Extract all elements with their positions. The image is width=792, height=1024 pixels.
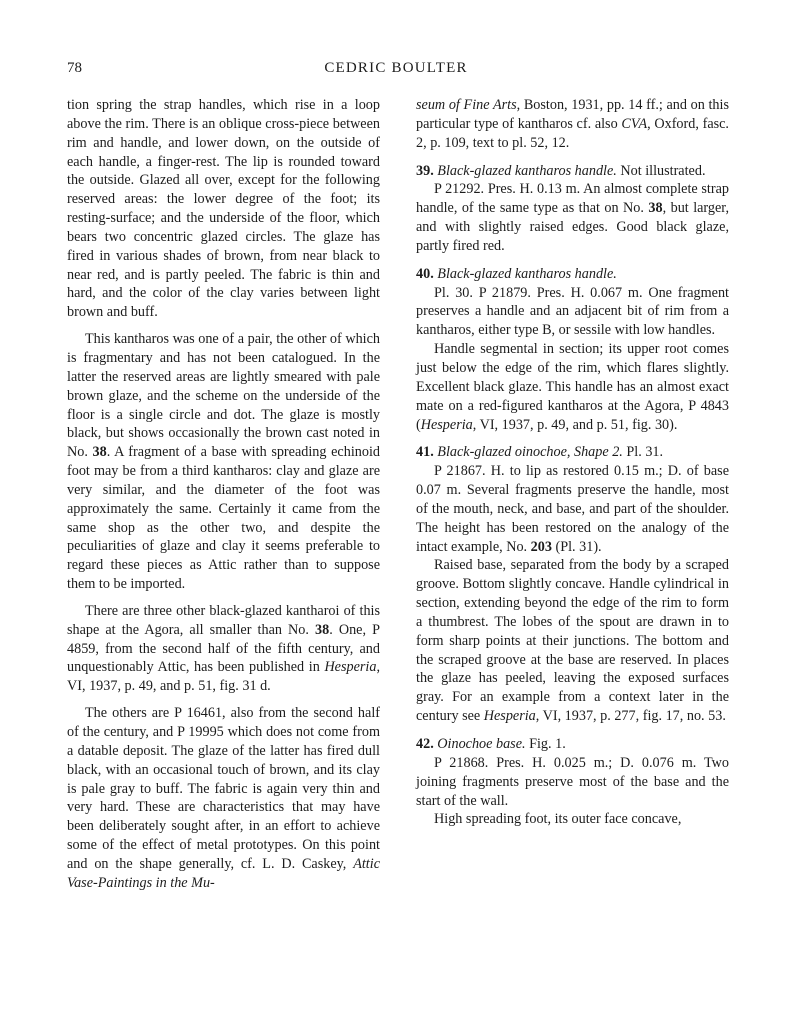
journal-title: Hesperia xyxy=(483,708,536,725)
catalogue-entry-39-heading: 39. Black-glazed kantharos handle. Not illustrated. xyxy=(416,162,706,179)
catalogue-ref: 38 xyxy=(648,200,663,217)
cva-abbrev: CVA xyxy=(621,115,648,132)
paragraph: Pl. 30. P 21879. Pres. H. 0.067 m. One fragment preserves a handle and an adjacent bit of rim from a kantharos, either type B, or sessile with low handles. xyxy=(416,284,729,339)
book-title: seum of Fine Arts xyxy=(416,97,517,113)
paragraph: P 21292. Pres. H. 0.13 m. An almost complete strap handle, of the same type as that on No. 38, but larger, and with slightly raised edges. Good black glaze, partly fired red. xyxy=(416,181,729,254)
right-column xyxy=(416,96,729,829)
book-title: Attic Vase-Paintings in the Mu- xyxy=(67,855,380,891)
catalogue-entry-41-heading: 41. Black-glazed oinochoe, Shape 2. Pl. 31. xyxy=(416,444,664,461)
catalogue-ref: 38 xyxy=(92,444,107,461)
page-header xyxy=(0,60,792,82)
paragraph: P 21867. H. to lip as restored 0.15 m.; D. of base 0.07 m. Several fragments preserve the handle, most of the mouth, neck, and base, and part of the shoulder. The height has been restored on the analogy of the intact example, No. 203 (Pl. 31). xyxy=(416,463,729,555)
paragraph: This kantharos was one of a pair, the other of which is fragmentary and has not been catalogued. In the latter the reserved areas are lightly smeared with pale brown glaze, and the scheme on the underside of the floor is a single circle and dot. The glaze is mostly black, but shows occasionally the brown cast noted in No. 38. A fragment of a base with spreading echinoid foot may be from a third kantharos: clay and glaze are very similar, and the diameter of the foot was approximately the same. Certainly it came from the same shop as the other two, and despite the peculiarities of glaze and clay it seems preferable to regard these pieces as Attic rather than to suppose them to be imported. xyxy=(67,331,380,593)
catalogue-ref: 38 xyxy=(315,621,330,638)
running-head: CEDRIC BOULTER xyxy=(324,60,468,76)
catalogue-entry-40-heading: 40. Black-glazed kantharos handle. xyxy=(416,265,617,282)
paragraph: High spreading foot, its outer face concave, xyxy=(434,811,682,828)
paragraph: seum of Fine Arts, Boston, 1931, pp. 14 ff.; and on this particular type of kantharos cf. also CVA, Oxford, fasc. 2, p. 109, text to pl. 52, 12. xyxy=(416,97,729,151)
left-column xyxy=(67,96,380,893)
page-number: 78 xyxy=(67,60,82,76)
journal-title: Hesperia xyxy=(324,659,377,676)
catalogue-ref: 203 xyxy=(530,538,552,555)
paragraph: There are three other black-glazed kantharoi of this shape at the Agora, all smaller than No. 38. One, P 4859, from the second half of the fifth century, and unquestionably Attic, has been published in Hesperia, VI, 1937, p. 49, and p. 51, fig. 31 d. xyxy=(67,602,380,695)
paragraph: Raised base, separated from the body by a scraped groove. Bottom slightly concave. Handle cylindrical in section, extending beyond the edge of the rim to form a thumbrest. The lobes of the spout are drawn in to form sharp points at their junctions. The bottom and the scraped groove at the base are reserved. In places the glaze has peeled, leaving the exposed surfaces gray. For an example from a context later in the century see Hesperia, VI, 1937, p. 277, fig. 17, no. 53. xyxy=(416,557,729,725)
journal-title: Hesperia xyxy=(420,416,473,433)
catalogue-entry-42-heading: 42. Oinochoe base. Fig. 1. xyxy=(416,736,566,752)
paragraph: Handle segmental in section; its upper root comes just below the edge of the rim, which flares slightly. Excellent black glaze. This handle has an almost exact mate on a red-figured kantharos at the Agora, P 4843 (Hesperia, VI, 1937, p. 49, and p. 51, fig. 30). xyxy=(416,341,729,433)
paragraph: The others are P 16461, also from the second half of the century, and P 19995 which does not come from a datable deposit. The glaze of the latter has fired dull black, with an occasional touch of brown, and its clay is pale gray to buff. The fabric is again very thin and very hard. These are characteristics that may have been deliberately sought after, in an effort to achieve some of the effect of metal prototypes. On this point and on the shape generally, cf. L. D. Caskey, Attic Vase-Paintings in the Mu- xyxy=(67,705,380,891)
paragraph: tion spring the strap handles, which rise in a loop above the rim. There is an oblique cross-piece between rim and handle, and lower down, on the outside of each handle, a finger-rest. The lip is rounded toward the outside. Glazed all over, except for the following reserved areas: the lower degree of the foot; its resting-surface; and the underside of the floor, which bears two concentric glazed circles. The glaze has fired in various shades of brown, from near black to near red, and is partly peeled. The fabric is thin and hard, and the color of the clay varies between light brown and buff. xyxy=(67,97,380,321)
paragraph: P 21868. Pres. H. 0.025 m.; D. 0.076 m. Two joining fragments preserve most of the base and the start of the wall. xyxy=(416,754,729,809)
